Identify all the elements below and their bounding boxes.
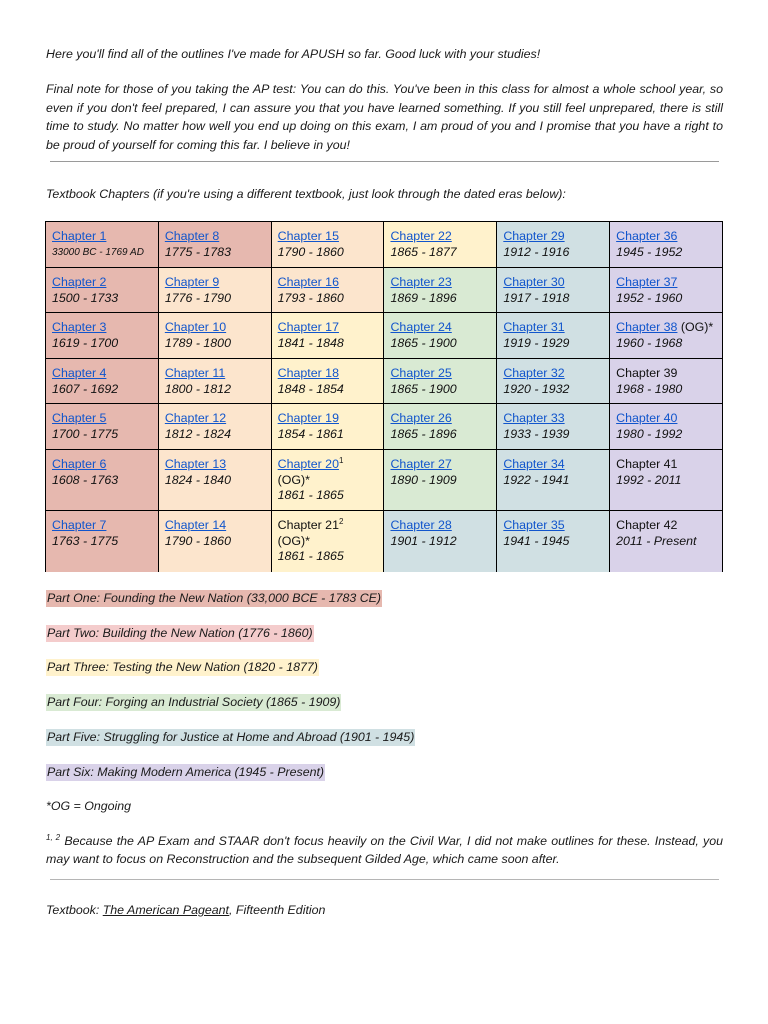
textbook-title: The American Pageant <box>102 903 229 917</box>
chapter-dates: 1992 - 2011 <box>616 472 682 487</box>
chapter-link[interactable]: Chapter 20 <box>277 457 339 471</box>
chapter-link[interactable]: Chapter 16 <box>277 275 339 289</box>
chapter-link[interactable]: Chapter 36 <box>616 229 678 243</box>
chapter-cell <box>610 268 723 313</box>
divider-bottom <box>50 879 719 880</box>
chapter-link[interactable]: Chapter 33 <box>503 411 565 425</box>
chapter-cell <box>384 313 497 359</box>
chapter-link[interactable]: Chapter 27 <box>390 457 452 471</box>
chapter-dates: 1922 - 1941 <box>503 472 570 487</box>
chapter-cell <box>497 313 610 359</box>
chapter-link[interactable]: Chapter 15 <box>277 229 339 243</box>
chapter-cell <box>497 359 610 404</box>
part-label: Part One: Founding the New Nation (33,000 BCE - 1783 CE) <box>47 591 382 605</box>
chapter-dates: 1865 - 1900 <box>390 381 457 396</box>
chapter-dates: 1968 - 1980 <box>616 381 683 396</box>
chapter-link[interactable]: Chapter 28 <box>390 518 452 532</box>
chapter-link[interactable]: Chapter 7 <box>52 518 107 532</box>
chapter-link[interactable]: Chapter 25 <box>390 366 452 380</box>
footnote-marks: 1, 2 <box>46 832 61 842</box>
chapter-row <box>46 222 723 268</box>
chapter-label: Chapter 41 <box>616 457 678 471</box>
chapter-cell <box>384 511 497 572</box>
chapter-dates: 1890 - 1909 <box>390 472 457 487</box>
chapter-cell <box>46 268 159 313</box>
chapters-heading: Textbook Chapters (if you're using a different textbook, just look through the dated eras below): <box>46 187 566 201</box>
chapter-link[interactable]: Chapter 37 <box>616 275 678 289</box>
chapter-link[interactable]: Chapter 40 <box>616 411 678 425</box>
chapter-cell <box>497 222 610 268</box>
chapter-cell <box>158 222 271 268</box>
chapter-cell <box>384 404 497 450</box>
chapter-row <box>46 359 723 404</box>
chapter-dates: 1865 - 1896 <box>390 426 457 441</box>
chapter-cell <box>271 222 384 268</box>
chapter-dates: 1700 - 1775 <box>52 426 119 441</box>
chapter-cell <box>158 313 271 359</box>
chapter-cell <box>384 268 497 313</box>
chapter-dates: 1763 - 1775 <box>52 533 119 548</box>
chapter-label: Chapter 42 <box>616 518 678 532</box>
chapter-link[interactable]: Chapter 22 <box>390 229 452 243</box>
chapter-dates: 1901 - 1912 <box>390 533 457 548</box>
part-label: Part Two: Building the New Nation (1776 - 1860) <box>47 626 313 640</box>
chapter-dates: 1865 - 1877 <box>390 244 457 259</box>
chapter-link[interactable]: Chapter 29 <box>503 229 565 243</box>
footnote <box>46 833 723 868</box>
chapter-link[interactable]: Chapter 11 <box>164 366 226 380</box>
chapter-dates: 1790 - 1860 <box>277 244 344 259</box>
chapter-dates: 1920 - 1932 <box>503 381 570 396</box>
chapter-cell <box>610 511 723 572</box>
chapter-cell <box>610 359 723 404</box>
chapter-dates: 1919 - 1929 <box>503 335 570 350</box>
chapter-cell <box>271 450 384 511</box>
part-label: Part Five: Struggling for Justice at Home and Abroad (1901 - 1945) <box>47 730 415 744</box>
ongoing-marker: (OG)* <box>277 533 311 548</box>
footnote-text: Because the AP Exam and STAAR don't focus heavily on the Civil War, I did not make outlines for these. Instead, you may want to focus on Reconstruction and the subsequent Gilded Age, which came soon after. <box>46 834 724 866</box>
chapter-link[interactable]: Chapter 35 <box>503 518 565 532</box>
chapter-cell <box>384 222 497 268</box>
chapter-dates: 1800 - 1812 <box>164 381 231 396</box>
chapter-dates: 1812 - 1824 <box>164 426 231 441</box>
chapter-dates: 33000 BC - 1769 AD <box>52 246 144 258</box>
chapter-cell <box>497 511 610 572</box>
chapter-link[interactable]: Chapter 34 <box>503 457 565 471</box>
chapter-dates: 1980 - 1992 <box>616 426 683 441</box>
chapter-cell <box>271 359 384 404</box>
chapter-link[interactable]: Chapter 17 <box>277 320 339 334</box>
chapter-label: Chapter 21 <box>277 518 339 532</box>
chapter-dates: 1861 - 1865 <box>277 549 344 563</box>
chapter-link[interactable]: Chapter 26 <box>390 411 452 425</box>
part-label: Part Three: Testing the New Nation (1820 - 1877) <box>47 660 318 674</box>
chapter-link[interactable]: Chapter 3 <box>52 320 107 334</box>
chapter-link[interactable]: Chapter 2 <box>52 275 107 289</box>
chapter-cell <box>46 450 159 511</box>
chapter-cell <box>158 359 271 404</box>
chapter-dates: 1607 - 1692 <box>52 381 119 396</box>
chapter-link[interactable]: Chapter 30 <box>503 275 565 289</box>
chapter-dates: 1841 - 1848 <box>277 335 344 350</box>
chapter-dates: 1917 - 1918 <box>503 290 570 305</box>
chapter-link[interactable]: Chapter 9 <box>164 275 220 289</box>
textbook-prefix: Textbook: <box>46 903 103 917</box>
chapter-label: Chapter 39 <box>616 366 678 380</box>
chapter-cell <box>271 313 384 359</box>
chapter-link[interactable]: Chapter 24 <box>390 320 452 334</box>
chapter-dates: 1500 - 1733 <box>52 290 119 305</box>
chapter-row <box>46 450 723 511</box>
chapter-cell <box>384 359 497 404</box>
chapter-dates: 1789 - 1800 <box>164 335 231 350</box>
textbook-edition: , Fifteenth Edition <box>229 903 326 917</box>
chapter-row <box>46 268 723 313</box>
textbook-line <box>46 903 325 917</box>
chapter-dates: 1960 - 1968 <box>616 335 683 350</box>
part-label: Part Six: Making Modern America (1945 - Present) <box>47 765 325 779</box>
chapter-link[interactable]: Chapter 12 <box>164 411 227 425</box>
intro-text: Here you'll find all of the outlines I've made for APUSH so far. Good luck with your studies! <box>46 47 541 61</box>
chapter-link[interactable]: Chapter 38 <box>616 320 678 334</box>
chapter-dates: 1793 - 1860 <box>277 290 344 305</box>
chapter-cell <box>610 450 723 511</box>
chapter-dates: 1776 - 1790 <box>164 290 231 305</box>
chapter-cell <box>46 404 159 450</box>
chapter-row <box>46 511 723 572</box>
chapter-link[interactable]: Chapter 31 <box>503 320 565 334</box>
chapter-cell <box>497 450 610 511</box>
chapter-cell <box>271 268 384 313</box>
chapter-dates: 1861 - 1865 <box>277 488 344 502</box>
chapter-link[interactable]: Chapter 6 <box>52 457 107 471</box>
chapter-link[interactable]: Chapter 8 <box>164 229 220 243</box>
chapter-dates: 1945 - 1952 <box>616 244 683 259</box>
chapter-row <box>46 313 723 359</box>
chapter-cell <box>46 222 159 268</box>
chapter-dates: 1865 - 1900 <box>390 335 457 350</box>
chapter-link[interactable]: Chapter 5 <box>52 411 107 425</box>
chapter-link[interactable]: Chapter 32 <box>503 366 565 380</box>
chapter-dates: 1952 - 1960 <box>616 290 683 305</box>
ongoing-marker: (OG)* <box>677 320 714 334</box>
chapter-link[interactable]: Chapter 18 <box>277 366 339 380</box>
chapters-table <box>45 221 723 572</box>
chapter-dates: 1619 - 1700 <box>52 335 119 350</box>
footnote-ref: 2 <box>338 516 344 526</box>
chapter-dates: 1869 - 1896 <box>390 290 457 305</box>
chapter-cell <box>610 404 723 450</box>
chapter-row <box>46 404 723 450</box>
footnote-ref: 1 <box>338 455 344 465</box>
chapter-dates: 1854 - 1861 <box>277 426 344 441</box>
chapter-dates: 1941 - 1945 <box>503 533 570 548</box>
ongoing-marker: (OG)* <box>277 472 311 487</box>
chapter-cell <box>271 511 384 572</box>
chapter-link[interactable]: Chapter 14 <box>164 518 227 532</box>
chapter-cell <box>610 222 723 268</box>
chapter-link[interactable]: Chapter 23 <box>390 275 452 289</box>
chapter-cell <box>158 404 271 450</box>
chapter-cell <box>46 359 159 404</box>
chapter-link[interactable]: Chapter 1 <box>52 229 107 243</box>
chapter-cell <box>497 268 610 313</box>
chapter-cell <box>46 313 159 359</box>
chapter-cell <box>271 404 384 450</box>
chapter-cell <box>158 450 271 511</box>
part-label: Part Four: Forging an Industrial Society (1865 - 1909) <box>47 695 341 709</box>
chapter-link[interactable]: Chapter 19 <box>277 411 339 425</box>
chapter-cell <box>158 268 271 313</box>
chapter-cell <box>497 404 610 450</box>
chapter-dates: 2011 - Present <box>616 533 697 548</box>
chapter-link[interactable]: Chapter 10 <box>164 320 227 334</box>
chapter-cell <box>158 511 271 572</box>
chapter-dates: 1608 - 1763 <box>52 472 119 487</box>
chapter-link[interactable]: Chapter 4 <box>52 366 107 380</box>
chapter-dates: 1848 - 1854 <box>277 381 344 396</box>
chapter-cell <box>384 450 497 511</box>
final-note: Final note for those of you taking the AP test: You can do this. You've been in this class for almost a whole school year, so even if you don't feel prepared, I can assure you that you have learned something. If you still feel unprepared, there is still time to study. No matter how well you end up doing on this exam, I am proud of you and I promise that you have a right to be proud of yourself for coming this far. I believe in you! <box>46 82 723 152</box>
chapter-cell <box>610 313 723 359</box>
chapter-dates: 1775 - 1783 <box>164 244 231 259</box>
chapter-cell <box>46 511 159 572</box>
chapter-dates: 1790 - 1860 <box>164 533 231 548</box>
chapter-dates: 1912 - 1916 <box>503 244 570 259</box>
chapter-link[interactable]: Chapter 13 <box>164 457 227 471</box>
chapter-dates: 1824 - 1840 <box>164 472 231 487</box>
og-note: *OG = Ongoing <box>46 799 132 813</box>
chapter-dates: 1933 - 1939 <box>503 426 570 441</box>
divider <box>50 161 719 162</box>
